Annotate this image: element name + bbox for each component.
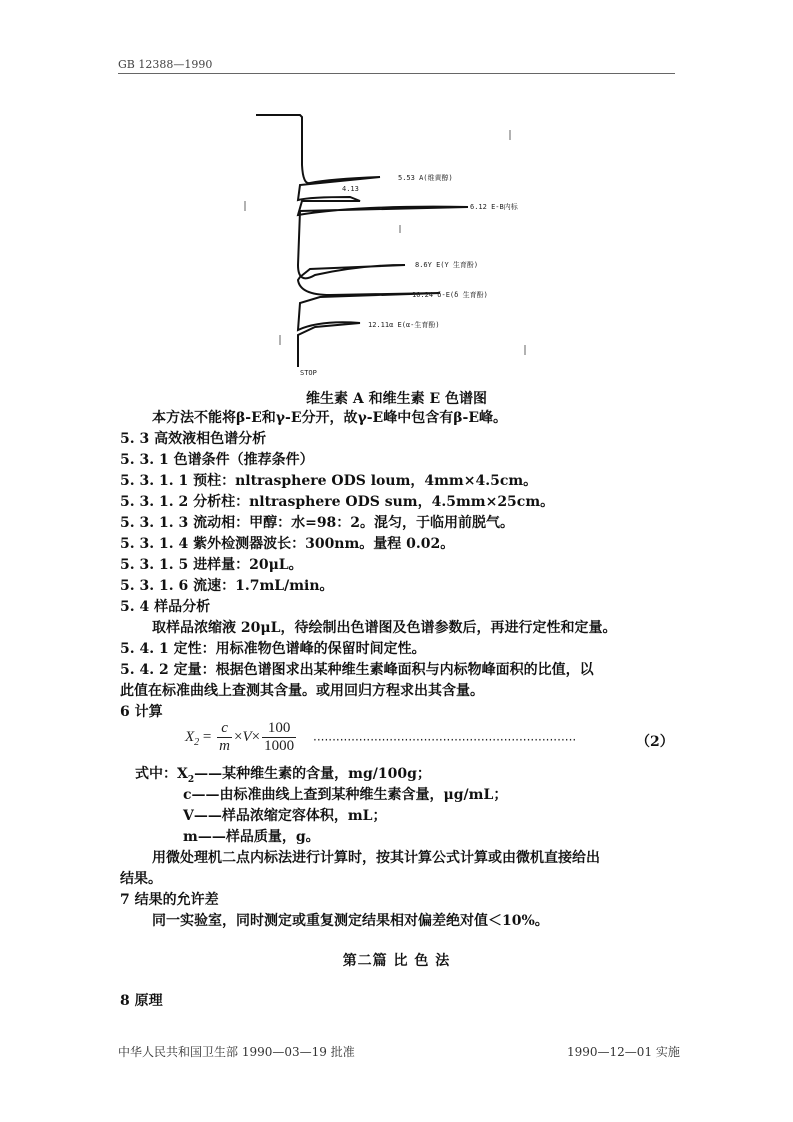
- peak-label: 12.11α E(α-生育酚): [368, 321, 440, 329]
- formula-times1: ×: [233, 728, 243, 745]
- section-5-3-1-4: 5. 3. 1. 4 紫外检测器波长：300nm。量程 0.02。: [120, 536, 455, 552]
- section-5-4-2-line1: 5. 4. 2 定量：根据色谱图求出某种维生素峰面积与内标物峰面积的比值，以: [120, 662, 594, 678]
- peak-label: 10.24 δ-E(δ 生育酚): [412, 291, 488, 299]
- equation-number: （2）: [636, 734, 674, 750]
- section-6: 6 计算: [120, 704, 163, 720]
- formula-lhs-sub: 2: [194, 736, 200, 748]
- note-text: 本方法不能将β-E和γ-E分开，故γ-E峰中包含有β-E峰。: [152, 410, 508, 426]
- section-5-4: 5. 4 样品分析: [120, 599, 211, 615]
- section-5-3-1-3: 5. 3. 1. 3 流动相：甲醇：水=98：2。混匀，于临用前脱气。: [120, 515, 515, 531]
- header-code: GB 12388—1990: [118, 58, 213, 71]
- peak-label: 4.13: [342, 185, 359, 193]
- section-5-4-paragraph: 取样品浓缩液 20μL，待绘制出色谱图及色谱参数后，再进行定性和定量。: [152, 620, 617, 636]
- peak-label: 6.12 E-B内标: [470, 203, 518, 211]
- formula-leader-dots: ·····································································: [313, 733, 577, 747]
- peak-label: 5.53 A(维黄醇): [398, 174, 453, 182]
- header-rule: [118, 73, 675, 74]
- formula-fraction-cm: [217, 720, 232, 755]
- formula-eq: =: [199, 728, 216, 745]
- formula-c: c: [217, 720, 232, 738]
- section-5-3-1-1: 5. 3. 1. 1 预柱：nltrasphere ODS loum，4mm×4.5cm。: [120, 473, 538, 489]
- formula-num: 100: [262, 720, 296, 738]
- section-5-3-1-2: 5. 3. 1. 2 分析柱：nltrasphere ODS sum，4.5mm×25cm。: [120, 494, 555, 510]
- chromatogram-figure: [240, 105, 550, 380]
- section-5-3-1-6: 5. 3. 1. 6 流速：1.7mL/min。: [120, 578, 334, 594]
- formula-den: 1000: [264, 738, 295, 754]
- section-5-4-1: 5. 4. 1 定性：用标准物色谱峰的保留时间定性。: [120, 641, 426, 657]
- stop-label: STOP: [300, 369, 317, 377]
- formula-m: m: [219, 738, 230, 754]
- section-7-paragraph: 同一实验室，同时测定或重复测定结果相对偏差绝对值＜10%。: [152, 913, 549, 929]
- where-x-sub: 2: [187, 774, 195, 785]
- formula-lhs: X: [185, 728, 195, 745]
- section-7: 7 结果的允许差: [120, 892, 219, 908]
- peak-label: 8.6Y E(Y 生育酚): [415, 261, 479, 269]
- where-m: m——样品质量，g。: [183, 829, 320, 845]
- section-8: 8 原理: [120, 993, 163, 1009]
- calc-line1: 用微处理机二点内标法进行计算时，按其计算公式计算或由微机直接给出: [152, 850, 600, 866]
- where-v: V——样品浓缩定容体积，mL；: [183, 808, 387, 824]
- where-x-desc: ——某种维生素的含量，mg/100g；: [194, 766, 431, 782]
- chromatogram-trace: [256, 115, 468, 367]
- where-c: c——由标准曲线上查到某种维生素含量，μg/mL；: [183, 787, 508, 803]
- figure-caption: 维生素 A 和维生素 E 色谱图: [305, 391, 488, 407]
- formula: [185, 720, 298, 755]
- part-two-title: 第二篇 比 色 法: [342, 953, 451, 969]
- formula-v: V: [242, 728, 252, 745]
- section-5-3: 5. 3 高效液相色谱分析: [120, 431, 267, 447]
- section-5-4-2-line2: 此值在标准曲线上查测其含量。或用回归方程求出其含量。: [120, 683, 484, 699]
- section-5-3-1: 5. 3. 1 色谱条件（推荐条件）: [120, 452, 314, 468]
- footer-approval: 中华人民共和国卫生部 1990—03—19 批准: [118, 1045, 355, 1059]
- formula-times2: ×: [251, 728, 261, 745]
- where-prefix: 式中：X: [135, 766, 188, 782]
- section-5-3-1-5: 5. 3. 1. 5 进样量：20μL。: [120, 557, 303, 573]
- footer-effective: 1990—12—01 实施: [567, 1045, 680, 1059]
- formula-fraction-100: [262, 720, 296, 755]
- calc-line2: 结果。: [120, 871, 162, 887]
